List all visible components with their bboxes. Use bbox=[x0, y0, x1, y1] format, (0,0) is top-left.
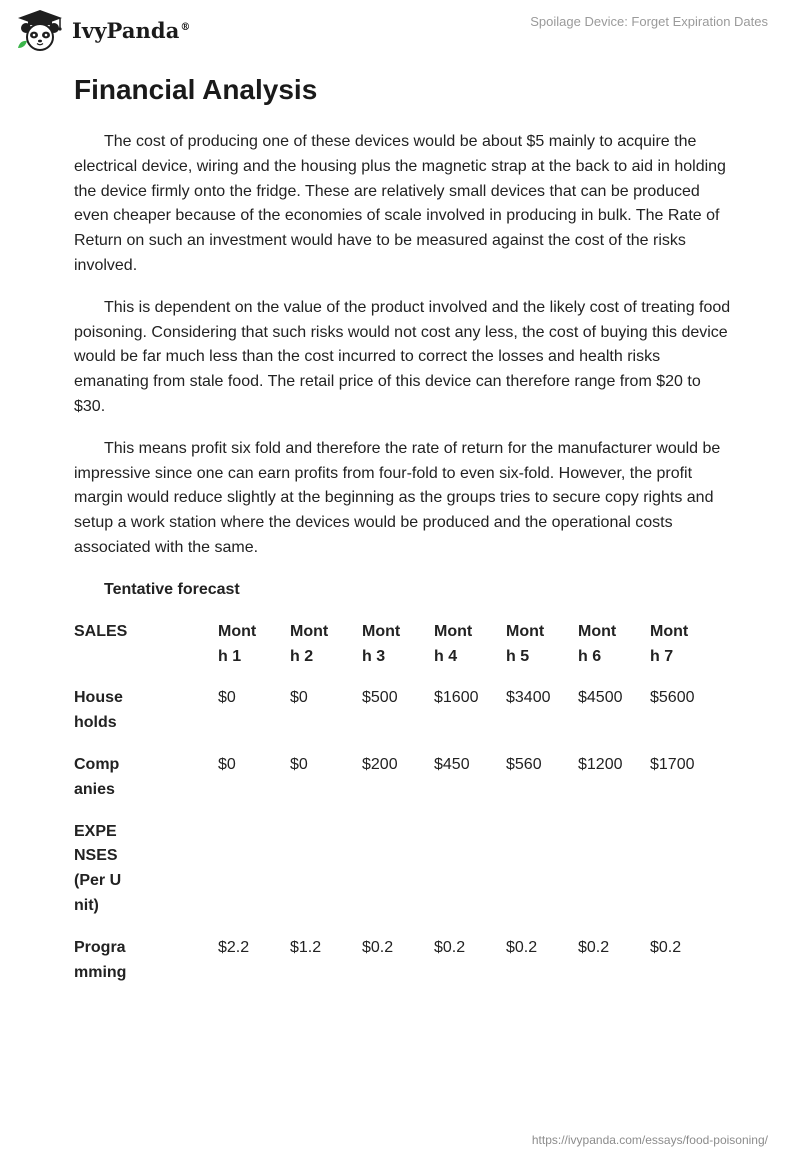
source-url[interactable]: https://ivypanda.com/essays/food-poisoning/ bbox=[531, 1133, 768, 1147]
table-cell: $200 bbox=[362, 755, 398, 773]
row-label: EXPENSES (Per Unit) bbox=[74, 822, 122, 914]
brand-name: IvyPanda® bbox=[72, 17, 191, 43]
table-cell bbox=[290, 820, 362, 936]
header-cell-month-7: Month 7 bbox=[650, 622, 689, 665]
header-cell-month-5: Month 5 bbox=[506, 622, 545, 665]
table-cell: $500 bbox=[362, 689, 398, 707]
header-cell-month-1: Month 1 bbox=[218, 622, 257, 665]
document-title: Spoilage Device: Forget Expiration Dates bbox=[530, 14, 768, 29]
table-cell: $1700 bbox=[650, 755, 695, 773]
forecast-table bbox=[74, 620, 722, 1003]
table-cell: $2.2 bbox=[218, 938, 250, 956]
table-cell: $1200 bbox=[578, 755, 623, 773]
table-row-companies bbox=[74, 753, 722, 820]
header-cell-month-3: Month 3 bbox=[362, 622, 401, 665]
table-cell: $0 bbox=[290, 689, 308, 707]
table-cell: $0.2 bbox=[506, 938, 538, 956]
header-cell-month-2: Month 2 bbox=[290, 622, 329, 665]
ivypanda-logo[interactable] bbox=[14, 8, 191, 52]
table-cell bbox=[506, 820, 578, 936]
registered-mark: ® bbox=[180, 21, 191, 33]
table-cell: $1600 bbox=[434, 689, 479, 707]
page-header bbox=[0, 0, 800, 60]
table-cell: $0.2 bbox=[650, 938, 682, 956]
table-row-expenses bbox=[74, 820, 722, 936]
paragraph: This means profit six fold and therefore the rate of return for the manufacturer would be impressive since one can earn profits from four-fold to even six-fold. However, the profit margin would reduce slightly at the beginning as the groups tries to secure copy rights and setup a work station where the devices would be produced and the operational costs associated with the same. bbox=[74, 439, 721, 556]
header-cell-sales: SALES bbox=[74, 622, 128, 640]
table-cell: $3400 bbox=[506, 689, 551, 707]
table-cell: $5600 bbox=[650, 689, 695, 707]
table-cell: $0.2 bbox=[362, 938, 394, 956]
paragraph: The cost of producing one of these devices would be about $5 mainly to acquire the electrical device, wiring and the housing plus the magnetic strap at the back to aid in holding the device firmly onto the fridge. These are relatively small devices that can be produced even cheaper because of the economies of scale involved in producing in bulk. The Rate of Return on such an investment would have to be measured against the cost of the risks involved. bbox=[74, 133, 726, 274]
table-cell bbox=[434, 820, 506, 936]
table-header-row bbox=[74, 620, 722, 687]
table-cell: $0.2 bbox=[578, 938, 610, 956]
table-cell bbox=[362, 820, 434, 936]
table-cell: $0 bbox=[290, 755, 308, 773]
table-cell: $450 bbox=[434, 755, 470, 773]
row-label: Programming bbox=[74, 938, 127, 981]
row-label: Companies bbox=[74, 755, 120, 798]
table-row-programming bbox=[74, 936, 722, 1003]
paragraph: This is dependent on the value of the product involved and the likely cost of treating food poisoning. Considering that such risks would not cost any less, the cost of buying this device would be far much less than the cost incurred to correct the losses and health risks emanating from stale food. The retail price of this device can therefore range from $20 to $30. bbox=[74, 298, 731, 415]
table-cell bbox=[218, 820, 290, 936]
table-cell: $4500 bbox=[578, 689, 623, 707]
header-cell-month-4: Month 4 bbox=[434, 622, 473, 665]
section-title: Financial Analysis bbox=[74, 74, 318, 105]
table-cell: $560 bbox=[506, 755, 542, 773]
table-cell bbox=[650, 820, 722, 936]
table-cell: $0.2 bbox=[434, 938, 466, 956]
row-label: Households bbox=[74, 689, 123, 732]
table-cell: $0 bbox=[218, 755, 236, 773]
panda-graduate-icon bbox=[14, 8, 66, 52]
forecast-title: Tentative forecast bbox=[104, 580, 240, 598]
table-cell: $0 bbox=[218, 689, 236, 707]
article-content bbox=[74, 72, 734, 1002]
table-cell bbox=[578, 820, 650, 936]
table-row-households bbox=[74, 686, 722, 753]
header-cell-month-6: Month 6 bbox=[578, 622, 617, 665]
table-cell: $1.2 bbox=[290, 938, 322, 956]
